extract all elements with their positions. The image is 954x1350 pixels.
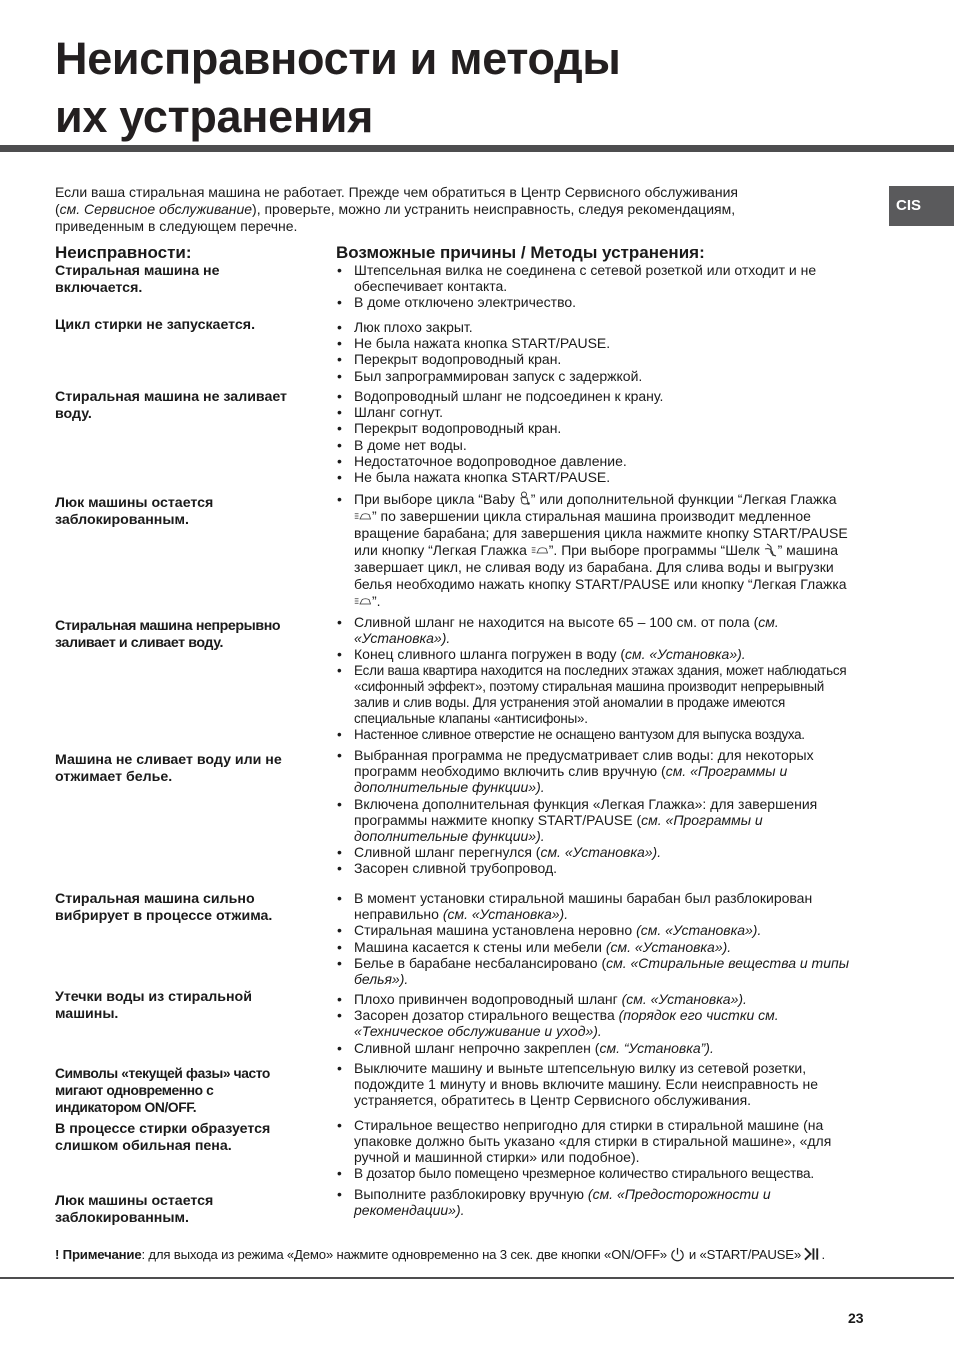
cause-item: • Засорен дозатор стирального вещества (порядок его чистки см. «Техническое обслуживание и уход»). <box>336 1007 846 1039</box>
cause-item: • Не была нажата кнопка START/PAUSE. <box>336 469 876 485</box>
cause-item: • Перекрыт водопроводный кран. <box>336 351 876 367</box>
cause-item: • Сливной шланг не находится на высоте 65 – 100 см. от пола (см. «Установка»). <box>336 614 856 646</box>
cause-item: • Настенное сливное отверстие не оснащено вантузом для выпуска воздуха. <box>336 727 856 743</box>
problem-label: Стиральная машина не включается. <box>55 263 220 296</box>
cause-item: • Выбранная программа не предусматривает слив воды: для некоторых программ необходимо включить слив вручную (см. «Программы и дополнительные функции»). <box>336 747 861 796</box>
problem-label: Стиральная машина сильно вибрирует в процессе отжима. <box>55 891 273 924</box>
page-title <box>55 30 621 146</box>
cause-item: • Стиральное вещество непригодно для стирки в стиральной машине (на упаковке должно быть указано «для стирки в стиральной машине», «для ручной и машинной стирки» или подобное). <box>336 1117 856 1166</box>
power-icon <box>670 1247 685 1262</box>
problem-label: Цикл стирки не запускается. <box>55 317 256 333</box>
note-mark: ! <box>55 1247 60 1262</box>
cause-item: • Если ваша квартира находится на последних этажах здания, может наблюдаться «сифонный эффект», поэтому стиральная машина производит непрерывный залив и слив воды. Для устранения этой аномалии в продаже имеются специальные клапаны «антисифоны». <box>336 663 856 728</box>
problem-label: Машина не сливает воду или не отжимает белье. <box>55 752 282 785</box>
cause-item: • Штепсельная вилка не соединена с сетевой розеткой или отходит и не обеспечивает контакта. <box>336 262 876 294</box>
title-rule <box>0 145 954 152</box>
cause-item: • Люк плохо закрыт. <box>336 319 876 335</box>
intro-text: Если ваша стиральная машина не работает. Прежде чем обратиться в Центр Сервисного обслуживания (см. Сервисное обслуживание), проверьте, можно ли устранить неисправность, следуя рекомендациям, приведенным в следующем перечне. <box>55 184 738 234</box>
cause-item: • В дозатор было помещено чрезмерное количество стирального вещества. <box>336 1166 856 1182</box>
language-tab: CIS <box>889 186 954 226</box>
problem-label: Символы «текущей фазы» часто мигают одновременно с индикатором ON/OFF. <box>55 1066 270 1115</box>
iron-icon <box>354 510 372 522</box>
cause-item: • Шланг согнут. <box>336 404 876 420</box>
cause-list <box>336 747 861 877</box>
problem-label: Утечки воды из стиральной машины. <box>55 989 252 1022</box>
cause-item: • Конец сливного шланга погружен в воду (см. «Установка»). <box>336 646 856 662</box>
title-line-1: Неисправности и методы <box>55 33 621 84</box>
cause-item: • Водопроводный шланг не подсоединен к крану. <box>336 388 876 404</box>
cause-list <box>336 1117 856 1182</box>
title-line-2: их устранения <box>55 91 374 142</box>
cause-item: • В момент установки стиральной машины барабан был разблокирован неправильно (см. «Установка»). <box>336 890 861 922</box>
cause-item: • Включена дополнительная функция «Легкая Глажка»: для завершения программы нажмите кнопку START/PAUSE (см. «Программы и дополнительные функции»). <box>336 796 861 845</box>
problem-label: Стиральная машина не заливает воду. <box>55 389 288 422</box>
problem-label: Стиральная машина непрерывно заливает и сливает воду. <box>55 618 281 651</box>
causes-heading: Возможные причины / Методы устранения: <box>336 243 705 262</box>
cause-item: • Сливной шланг непрочно закреплен (см. “Установка”). <box>336 1040 846 1056</box>
iron-icon <box>354 595 372 607</box>
cause-list <box>336 890 861 987</box>
page-number: 23 <box>848 1310 864 1326</box>
cause-item: • Плохо привинчен водопроводный шланг (см. «Установка»). <box>336 991 846 1007</box>
cause-list <box>336 319 876 384</box>
cause-item: • Выключите машину и выньте штепсельную вилку из сетевой розетки, подождите 1 минуту и вновь включите машину. Если неисправность не устраняется, обратитесь в Центр Сервисного обслуживания. <box>336 1060 856 1109</box>
intro-reference: см. Сервисное обслуживание <box>59 201 253 217</box>
problem-label: В процессе стирки образуется слишком обильная пена. <box>55 1121 271 1154</box>
cause-item: • Белье в барабане несбалансировано (см. «Стиральные вещества и типы белья»). <box>336 955 861 987</box>
cause-item: • Недостаточное водопроводное давление. <box>336 453 876 469</box>
cause-list <box>336 262 876 311</box>
silk-icon <box>764 543 778 557</box>
cause-list <box>336 1060 856 1109</box>
cause-item: • Засорен сливной трубопровод. <box>336 860 861 876</box>
footer-rule <box>0 1277 954 1279</box>
cause-item: • Сливной шланг перегнулся (см. «Установка»). <box>336 844 861 860</box>
footnote: ! Примечание: для выхода из режима «Демо» нажмите одновременно на 3 сек. две кнопки «ON/OFF» и «START/PAUSE» . <box>55 1247 825 1262</box>
baby-icon <box>519 491 531 506</box>
problem-label: Люк машины остается заблокированным. <box>55 495 214 528</box>
cause-item: • Выполните разблокировку вручную (см. «Предосторожности и рекомендации»). <box>336 1186 856 1218</box>
cause-item: • Не была нажата кнопка START/PAUSE. <box>336 335 876 351</box>
cause-item: • Стиральная машина установлена неровно (см. «Установка»). <box>336 922 861 938</box>
start-pause-icon <box>804 1247 821 1261</box>
cause-item: • При выборе цикла “Baby ” или дополнительной функции “Легкая Глажка ” по завершении цикла стиральная машина производит медленное вращение барабана; для завершения цикла нажмите кнопку START/PAUSE или кнопку “Легкая Глажка ”. При выборе программы “Шелк ” машина завершает цикл, не сливая воду из барабана. Для слива воды и выгрузки белья необходимо нажать кнопку START/PAUSE или кнопку “Легкая Глажка ”. <box>336 491 856 610</box>
problems-heading: Неисправности: <box>55 243 192 262</box>
cause-list <box>336 614 856 744</box>
cause-item: • В доме отключено электричество. <box>336 294 876 310</box>
note-label: Примечание <box>62 1247 142 1262</box>
cause-list <box>336 491 856 610</box>
cause-item: • В доме нет воды. <box>336 437 876 453</box>
cause-list <box>336 388 876 485</box>
cause-item: • Перекрыт водопроводный кран. <box>336 420 876 436</box>
cause-list <box>336 1186 856 1218</box>
iron-icon <box>531 544 549 556</box>
problem-label: Люк машины остается заблокированным. <box>55 1193 214 1226</box>
cause-item: • Машина касается к стены или мебели (см. «Установка»). <box>336 939 861 955</box>
cause-item: • Был запрограммирован запуск с задержкой. <box>336 368 876 384</box>
cause-list <box>336 991 846 1056</box>
